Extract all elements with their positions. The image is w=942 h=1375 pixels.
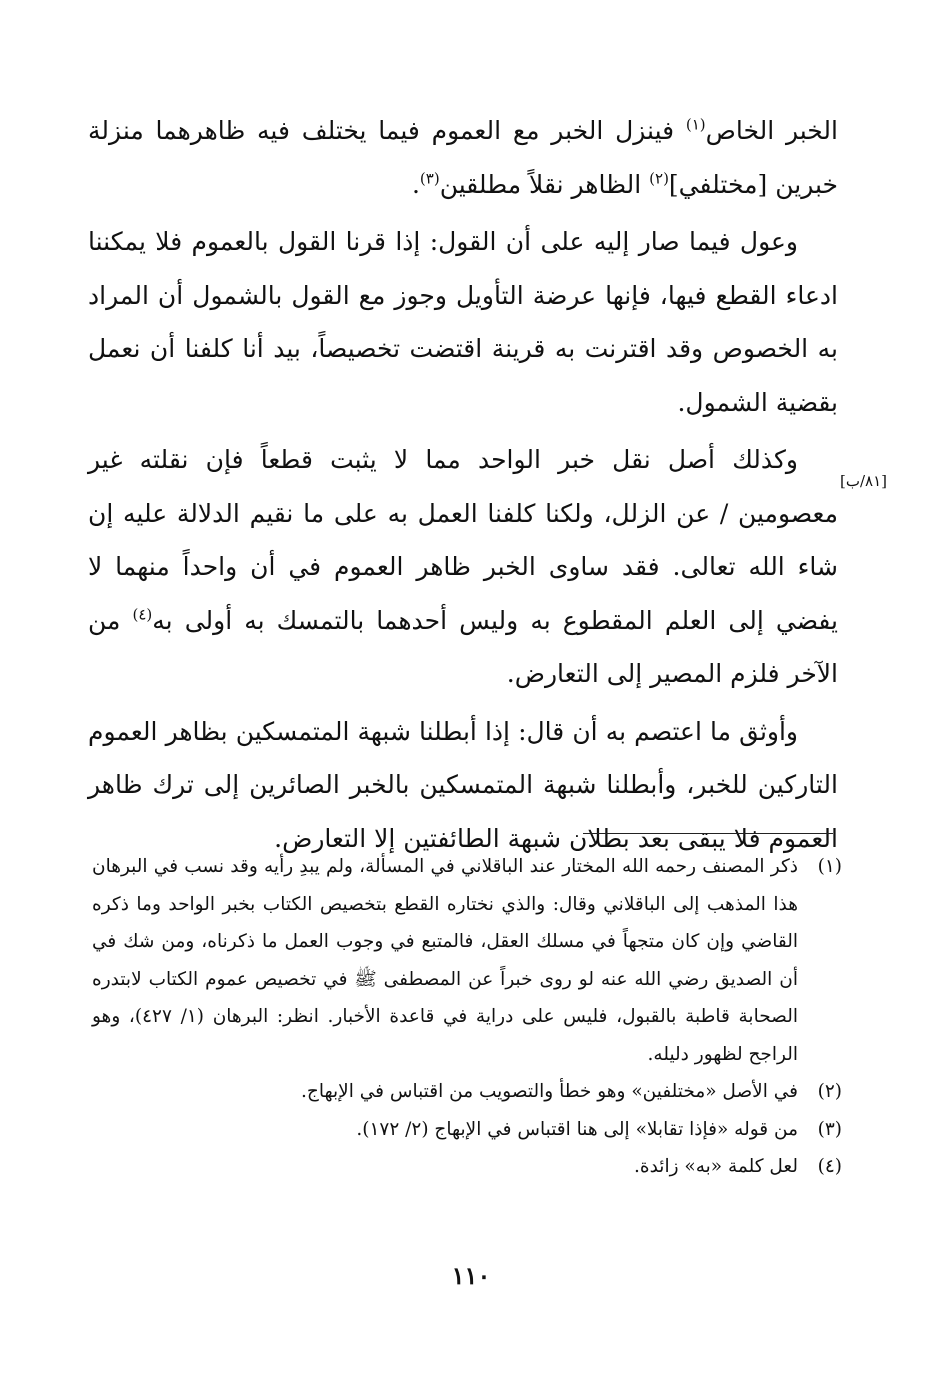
footnote-2	[92, 1073, 842, 1111]
paragraph-3-text-a: وكذلك أصل نقل خبر الواحد مما لا يثبت قطعاً فإن نقلته غير معصومين / عن الزلل، ولكنا كلفنا العمل به على ما نقيم الدلالة عليه إن شاء الله تعالى. فقد ساوى الخبر ظاهر العموم في أن واحداً منهما لا يفضي إلى العلم المقطوع به وليس أحدهما بالتمسك به أولى به	[88, 445, 839, 635]
footnote-text: ذكر المصنف رحمه الله المختار عند الباقلاني في المسألة، ولم يبدِ رأيه وقد نسب في البرهان هذا المذهب إلى الباقلاني وقال: والذي نختاره القطع بتخصيص الكتاب بخبر الواحد وما ذكره القاضي وإن كان متجهاً في مسلك العقل، فالمتبع في وجوب العمل ما ذكرناه، ومن شك في أن الصديق رضي الله عنه لو روى خبراً عن المصطفى ﷺ في تخصيص عموم الكتاب لابتدره الصحابة قاطبة بالقبول، فليس على دراية في قاعدة الأخبار. انظر: البرهان (١/ ٤٢٧)، وهو الراجح لظهور دليله.	[92, 856, 798, 1065]
paragraph-1-text-d: .	[411, 169, 420, 199]
footnotes	[92, 848, 842, 1186]
footnote-ref-2[interactable]: (٢)	[649, 169, 669, 188]
footnote-ref-1[interactable]: (١)	[685, 115, 706, 134]
footnote-number: (١)	[817, 856, 842, 877]
footnote-number: (٢)	[817, 1081, 842, 1102]
footnote-number: (٣)	[817, 1118, 842, 1140]
paragraph-2: وعول فيما صار إليه على أن القول: إذا قرنا القول بالعموم فلا يمكننا ادعاء القطع فيها، فإنها عرضة التأويل وجوز مع القول بالشمول أن المراد به الخصوص وقد اقترنت به قرينة اقتضت تخصيصاً، بيد أنا كلفنا أن نعمل بقضية الشمول.	[88, 227, 838, 417]
paragraph-4: وأوثق ما اعتصم به أن قال: إذا أبطلنا شبهة المتمسكين بظاهر العموم التاركين للخبر، وأبطلنا شبهة المتمسكين بالخبر الصائرين إلى ترك ظاهر العموم فلا يبقى بعد بطلان شبهة الطائفتين إلا التعارض.	[88, 716, 838, 853]
footnote-number: (٤)	[817, 1156, 842, 1177]
footnote-ref-4[interactable]: (٤)	[132, 605, 153, 624]
footnote-text: لعل كلمة «به» زائدة.	[634, 1156, 798, 1177]
paragraph-3	[88, 433, 838, 701]
footnote-divider	[583, 833, 833, 834]
footnote-1	[92, 848, 842, 1073]
paragraph-1-text-c: الظاهر نقلاً مطلقين	[439, 169, 650, 199]
paragraph-1-text-a: الخبر الخاص	[705, 116, 838, 145]
paragraph-1-text-b: فينزل الخبر مع العموم فيما يختلف فيه ظاهرهما منزلة خبرين [مختلفي]	[88, 116, 838, 199]
paragraph-3-text-b: من الآخر فلزم المصير إلى التعارض.	[88, 605, 838, 688]
footnote-text: من قوله «فإذا تقابلا» إلى هنا اقتباس في الإبهاج (٢/ ١٧٢).	[356, 1118, 798, 1140]
paragraph-1	[88, 104, 838, 211]
page-number: ١١٠	[451, 1261, 491, 1290]
main-text	[88, 104, 838, 869]
footnote-3	[92, 1111, 842, 1149]
manuscript-folio-marker: [٨١/ب]	[840, 472, 888, 490]
footnote-ref-3[interactable]: (٣)	[419, 169, 440, 188]
footnote-4	[92, 1148, 842, 1186]
footnote-text: في الأصل «مختلفين» وهو خطأ والتصويب من اقتباس في الإبهاج.	[301, 1081, 798, 1102]
